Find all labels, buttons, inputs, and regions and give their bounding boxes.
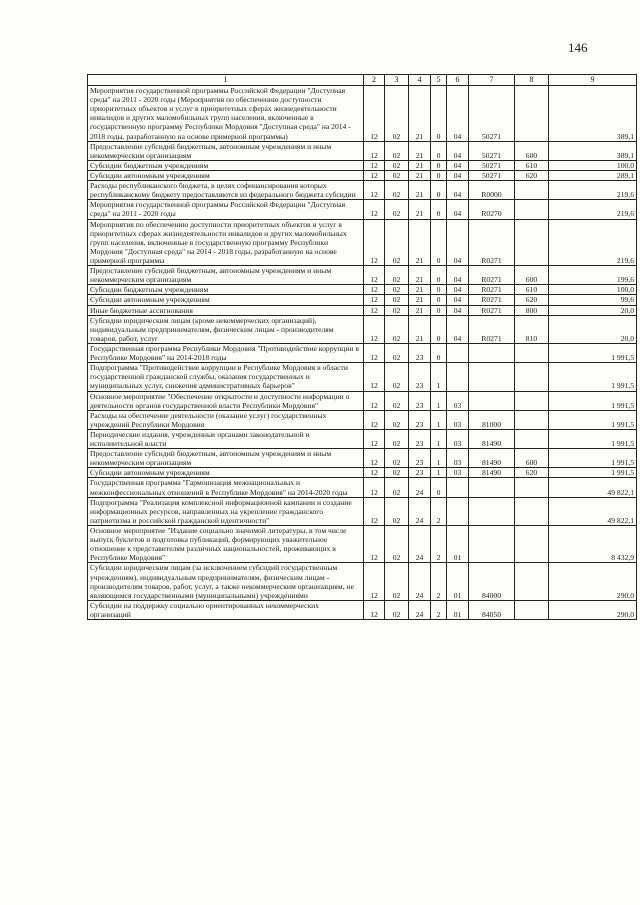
cell-code-event: 04 — [447, 315, 469, 343]
cell-code-program: 23 — [409, 429, 431, 448]
cell-code-expense-type — [515, 429, 549, 448]
cell-item-name: Субсидии юридическим лицам (за исключением субсидий государственным учреждениям), индивидуальным предпринимателям, физическим лицам - производителям товаров, работ, услуг, а также некоммерческим организациям, не являющимся государственными (муниципальными) учреждениями — [88, 563, 364, 600]
cell-amount: 1 991,5 — [549, 429, 637, 448]
cell-item-name: Субсидии автономным учреждениям — [88, 468, 364, 478]
table-row — [88, 391, 637, 410]
cell-code-event: 04 — [447, 160, 469, 170]
cell-code-expense-type: 600 — [515, 449, 549, 468]
cell-code-glava: 12 — [364, 295, 385, 305]
cell-item-name: Мероприятия государственной программы Российской Федерации "Доступная среда" на 2011 - 2020 годы — [88, 200, 364, 219]
cell-item-name: Подпрограмма "Противодействие коррупции в Республике Мордовия в области государственной гражданской службы, оказания государственных и муниципальных услуг, снижения административных барьеров" — [88, 363, 364, 391]
cell-code-program: 21 — [409, 266, 431, 285]
cell-code-subprogram: 1 — [431, 449, 447, 468]
header-cell: 7 — [469, 75, 515, 86]
cell-code-subprogram: 1 — [431, 363, 447, 391]
cell-code-subprogram: 2 — [431, 563, 447, 600]
cell-code-direction: R0271 — [469, 315, 515, 343]
cell-code-expense-type — [515, 563, 549, 600]
cell-item-name: Субсидии на поддержку социально ориентированных некоммерческих организаций — [88, 600, 364, 619]
cell-code-event — [447, 497, 469, 525]
cell-item-name: Предоставление субсидий бюджетным, автономным учреждениям и иным некоммерческим организациям — [88, 266, 364, 285]
cell-code-direction: R0271 — [469, 266, 515, 285]
cell-code-razdel: 02 — [385, 86, 409, 142]
cell-amount: 99,6 — [549, 295, 637, 305]
cell-code-direction: R0271 — [469, 285, 515, 295]
cell-item-name: Подпрограмма "Реализация комплексной информационной кампании и создание информационных ресурсов, направленных на укрепление гражданского патриотизма и российской гражданской идентичности" — [88, 497, 364, 525]
cell-code-razdel: 02 — [385, 295, 409, 305]
table-row — [88, 410, 637, 429]
cell-amount: 100,0 — [549, 285, 637, 295]
table-row — [88, 181, 637, 200]
cell-code-expense-type — [515, 391, 549, 410]
cell-amount: 389,1 — [549, 86, 637, 142]
cell-code-subprogram: 0 — [431, 141, 447, 160]
cell-code-expense-type — [515, 410, 549, 429]
cell-code-direction: 84050 — [469, 600, 515, 619]
cell-code-direction: 50271 — [469, 141, 515, 160]
cell-item-name: Периодические издания, учрежденные органами законодательной и исполнительной власти — [88, 429, 364, 448]
cell-item-name: Мероприятия по обеспечению доступности приоритетных объектов и услуг в приоритетных сферах жизнедеятельности инвалидов и других маломобильных групп населения, включенные в государственную программу Республики Мордовия "Доступная среда" на 2014 - 2018 годы, разработанную на основе примерной программы — [88, 219, 364, 266]
table-row — [88, 200, 637, 219]
cell-code-subprogram: 0 — [431, 170, 447, 180]
cell-amount: 219,6 — [549, 219, 637, 266]
cell-code-program: 21 — [409, 141, 431, 160]
cell-amount: 199,6 — [549, 266, 637, 285]
cell-code-event: 03 — [447, 449, 469, 468]
cell-code-razdel: 02 — [385, 141, 409, 160]
cell-code-expense-type: 620 — [515, 295, 549, 305]
table-row — [88, 315, 637, 343]
cell-code-direction: R0271 — [469, 295, 515, 305]
budget-table — [87, 74, 637, 620]
cell-code-program: 21 — [409, 285, 431, 295]
cell-code-glava: 12 — [364, 266, 385, 285]
table-row — [88, 468, 637, 478]
cell-code-program: 21 — [409, 295, 431, 305]
cell-code-glava: 12 — [364, 305, 385, 315]
table-row — [88, 285, 637, 295]
table-row — [88, 600, 637, 619]
cell-code-razdel: 02 — [385, 343, 409, 362]
cell-code-razdel: 02 — [385, 563, 409, 600]
cell-code-expense-type — [515, 343, 549, 362]
cell-code-event: 03 — [447, 429, 469, 448]
cell-code-expense-type: 600 — [515, 141, 549, 160]
cell-code-subprogram: 0 — [431, 266, 447, 285]
table-row — [88, 497, 637, 525]
cell-code-subprogram: 0 — [431, 181, 447, 200]
cell-item-name: Предоставление субсидий бюджетным, автономным учреждениям и иным некоммерческим организациям — [88, 449, 364, 468]
cell-code-event: 01 — [447, 526, 469, 563]
cell-code-razdel: 02 — [385, 363, 409, 391]
cell-code-program: 21 — [409, 86, 431, 142]
table-row — [88, 86, 637, 142]
cell-code-razdel: 02 — [385, 449, 409, 468]
cell-amount: 290,0 — [549, 600, 637, 619]
table-row — [88, 160, 637, 170]
table-row — [88, 449, 637, 468]
cell-code-razdel: 02 — [385, 429, 409, 448]
cell-code-event: 03 — [447, 410, 469, 429]
cell-code-program: 23 — [409, 343, 431, 362]
cell-item-name: Государственная программа Республики Мордовия "Противодействие коррупции в Республике Мордовия" на 2014-2018 годы — [88, 343, 364, 362]
header-cell: 9 — [549, 75, 637, 86]
cell-item-name: Субсидии бюджетным учреждениям — [88, 285, 364, 295]
cell-code-direction: 50271 — [469, 160, 515, 170]
cell-code-expense-type — [515, 526, 549, 563]
cell-code-direction — [469, 343, 515, 362]
table-row — [88, 363, 637, 391]
cell-code-event: 04 — [447, 295, 469, 305]
cell-code-glava: 12 — [364, 343, 385, 362]
cell-code-subprogram: 1 — [431, 391, 447, 410]
cell-amount: 49 822,1 — [549, 497, 637, 525]
cell-code-expense-type — [515, 200, 549, 219]
cell-code-event: 01 — [447, 600, 469, 619]
header-cell: 5 — [431, 75, 447, 86]
cell-item-name: Субсидии автономным учреждениям — [88, 170, 364, 180]
cell-code-direction: R0271 — [469, 305, 515, 315]
cell-code-event: 04 — [447, 219, 469, 266]
cell-item-name: Мероприятия государственной программы Российской Федерации "Доступная среда" на 2011 - 2020 годы (Мероприятия по обеспечению доступности приоритетных объектов и услуг в приоритетных сферах жизнедеятельности инвалидов и других маломобильных групп населения, включенные в государственную программу Республики Мордовия "Доступная среда" на 2014 - 2018 годы, разработанную на основе примерной программы) — [88, 86, 364, 142]
cell-code-direction: 81490 — [469, 468, 515, 478]
cell-code-glava: 12 — [364, 563, 385, 600]
cell-code-glava: 12 — [364, 86, 385, 142]
cell-amount: 219,6 — [549, 181, 637, 200]
table-row — [88, 478, 637, 497]
cell-item-name: Основное мероприятие "Обеспечение открытости и доступности информации о деятельности органов государственной власти Республики Мордовия" — [88, 391, 364, 410]
cell-code-glava: 12 — [364, 160, 385, 170]
cell-code-program: 23 — [409, 468, 431, 478]
table-row — [88, 305, 637, 315]
cell-code-expense-type: 610 — [515, 285, 549, 295]
cell-code-glava: 12 — [364, 449, 385, 468]
cell-code-expense-type: 810 — [515, 315, 549, 343]
cell-code-razdel: 02 — [385, 266, 409, 285]
cell-code-glava: 12 — [364, 363, 385, 391]
cell-code-event: 04 — [447, 285, 469, 295]
cell-item-name: Предоставление субсидий бюджетным, автономным учреждениям и иным некоммерческим организациям — [88, 141, 364, 160]
cell-code-event: 04 — [447, 305, 469, 315]
cell-code-razdel: 02 — [385, 410, 409, 429]
cell-amount: 219,6 — [549, 200, 637, 219]
cell-code-subprogram: 0 — [431, 160, 447, 170]
cell-code-program: 23 — [409, 391, 431, 410]
cell-code-subprogram: 0 — [431, 219, 447, 266]
cell-code-direction — [469, 526, 515, 563]
cell-code-glava: 12 — [364, 600, 385, 619]
cell-code-direction: R0270 — [469, 200, 515, 219]
cell-code-glava: 12 — [364, 410, 385, 429]
cell-code-glava: 12 — [364, 391, 385, 410]
cell-code-direction — [469, 497, 515, 525]
cell-code-expense-type — [515, 181, 549, 200]
cell-code-razdel: 02 — [385, 315, 409, 343]
cell-code-direction: 81000 — [469, 410, 515, 429]
cell-item-name: Субсидии автономным учреждениям — [88, 295, 364, 305]
cell-code-direction: 81490 — [469, 449, 515, 468]
cell-code-glava: 12 — [364, 285, 385, 295]
cell-amount: 20,0 — [549, 315, 637, 343]
cell-code-program: 21 — [409, 315, 431, 343]
cell-code-razdel: 02 — [385, 497, 409, 525]
cell-code-razdel: 02 — [385, 600, 409, 619]
cell-item-name: Расходы на обеспечение деятельности (оказание услуг) государственных учреждений Республики Мордовия — [88, 410, 364, 429]
header-cell: 6 — [447, 75, 469, 86]
cell-code-razdel: 02 — [385, 170, 409, 180]
table-row — [88, 295, 637, 305]
table-row — [88, 266, 637, 285]
cell-code-event — [447, 343, 469, 362]
cell-code-program: 24 — [409, 497, 431, 525]
cell-code-direction: 81490 — [469, 429, 515, 448]
cell-code-event: 04 — [447, 266, 469, 285]
page-number: 146 — [568, 40, 588, 55]
cell-code-expense-type — [515, 219, 549, 266]
cell-code-program: 24 — [409, 563, 431, 600]
cell-code-expense-type: 620 — [515, 170, 549, 180]
cell-code-event: 03 — [447, 468, 469, 478]
cell-item-name: Основное мероприятие "Издание социально значимой литературы, в том числе выпуск буклетов и подготовка публикаций, формирующих уважительное отношение к представителям различных национальностей, проживающих в Республике Мордовия" — [88, 526, 364, 563]
cell-code-direction: R0271 — [469, 219, 515, 266]
table-row — [88, 141, 637, 160]
cell-amount: 290,0 — [549, 563, 637, 600]
cell-code-glava: 12 — [364, 429, 385, 448]
cell-code-subprogram: 1 — [431, 468, 447, 478]
cell-code-subprogram: 1 — [431, 429, 447, 448]
cell-code-event: 01 — [447, 563, 469, 600]
cell-code-program: 24 — [409, 600, 431, 619]
cell-item-name: Субсидии бюджетным учреждениям — [88, 160, 364, 170]
cell-code-razdel: 02 — [385, 285, 409, 295]
cell-code-subprogram: 0 — [431, 295, 447, 305]
table-row — [88, 563, 637, 600]
cell-amount: 49 822,1 — [549, 478, 637, 497]
cell-amount: 20,0 — [549, 305, 637, 315]
cell-code-subprogram: 1 — [431, 410, 447, 429]
cell-amount: 289,1 — [549, 170, 637, 180]
header-cell: 1 — [88, 75, 364, 86]
cell-code-subprogram: 0 — [431, 343, 447, 362]
header-cell: 3 — [385, 75, 409, 86]
cell-code-subprogram: 0 — [431, 285, 447, 295]
cell-amount: 389,1 — [549, 141, 637, 160]
cell-amount: 1 991,5 — [549, 391, 637, 410]
cell-code-razdel: 02 — [385, 181, 409, 200]
cell-code-event: 03 — [447, 391, 469, 410]
cell-item-name: Расходы республиканского бюджета, в целях софинансирования которых республиканскому бюджету предоставляются из федерального бюджета субсидии — [88, 181, 364, 200]
cell-code-subprogram: 0 — [431, 86, 447, 142]
cell-code-event: 04 — [447, 181, 469, 200]
cell-code-expense-type — [515, 478, 549, 497]
table-row — [88, 429, 637, 448]
cell-amount: 1 991,5 — [549, 363, 637, 391]
cell-code-expense-type: 600 — [515, 266, 549, 285]
cell-code-expense-type: 610 — [515, 160, 549, 170]
cell-code-glava: 12 — [364, 219, 385, 266]
cell-code-glava: 12 — [364, 181, 385, 200]
cell-code-glava: 12 — [364, 468, 385, 478]
cell-code-razdel: 02 — [385, 219, 409, 266]
table-row — [88, 343, 637, 362]
table-row — [88, 170, 637, 180]
cell-code-program: 24 — [409, 478, 431, 497]
cell-code-razdel: 02 — [385, 526, 409, 563]
cell-code-direction: 50271 — [469, 86, 515, 142]
cell-item-name: Иные бюджетные ассигнования — [88, 305, 364, 315]
cell-code-glava: 12 — [364, 526, 385, 563]
table-header-row — [88, 75, 637, 86]
cell-code-program: 24 — [409, 526, 431, 563]
cell-code-direction — [469, 478, 515, 497]
cell-code-program: 21 — [409, 219, 431, 266]
cell-code-event: 04 — [447, 200, 469, 219]
cell-code-subprogram: 0 — [431, 315, 447, 343]
header-cell: 8 — [515, 75, 549, 86]
cell-code-razdel: 02 — [385, 200, 409, 219]
table-row — [88, 219, 637, 266]
cell-amount: 1 991,5 — [549, 343, 637, 362]
cell-code-subprogram: 2 — [431, 526, 447, 563]
cell-code-razdel: 02 — [385, 391, 409, 410]
cell-code-glava: 12 — [364, 315, 385, 343]
cell-item-name: Государственная программа "Гармонизация межнациональных и межконфессиональных отношений в Республике Мордовия" на 2014-2020 годы — [88, 478, 364, 497]
cell-amount: 1 991,5 — [549, 449, 637, 468]
cell-amount: 100,0 — [549, 160, 637, 170]
cell-amount: 1 991,5 — [549, 410, 637, 429]
cell-code-expense-type — [515, 600, 549, 619]
cell-code-event — [447, 478, 469, 497]
cell-code-program: 21 — [409, 200, 431, 219]
cell-code-subprogram: 0 — [431, 478, 447, 497]
cell-code-program: 21 — [409, 181, 431, 200]
cell-code-event: 04 — [447, 141, 469, 160]
cell-code-program: 21 — [409, 170, 431, 180]
cell-code-razdel: 02 — [385, 468, 409, 478]
cell-code-subprogram: 2 — [431, 600, 447, 619]
header-cell: 2 — [364, 75, 385, 86]
cell-code-program: 23 — [409, 410, 431, 429]
cell-code-expense-type: 620 — [515, 468, 549, 478]
cell-code-razdel: 02 — [385, 478, 409, 497]
cell-code-program: 21 — [409, 160, 431, 170]
cell-code-direction — [469, 363, 515, 391]
cell-code-glava: 12 — [364, 200, 385, 219]
cell-code-glava: 12 — [364, 170, 385, 180]
cell-amount: 1 991,5 — [549, 468, 637, 478]
cell-code-program: 23 — [409, 449, 431, 468]
cell-code-program: 23 — [409, 363, 431, 391]
cell-code-expense-type — [515, 363, 549, 391]
table-row — [88, 526, 637, 563]
cell-code-program: 21 — [409, 305, 431, 315]
cell-code-event: 04 — [447, 170, 469, 180]
cell-code-event: 04 — [447, 86, 469, 142]
cell-code-direction: 84000 — [469, 563, 515, 600]
cell-code-subprogram: 0 — [431, 305, 447, 315]
cell-code-glava: 12 — [364, 478, 385, 497]
cell-code-direction — [469, 391, 515, 410]
cell-code-direction: R0000 — [469, 181, 515, 200]
cell-item-name: Субсидии юридическим лицам (кроме некоммерческих организаций), индивидуальным предпринимателям, физическим лицам - производителям товаров, работ, услуг — [88, 315, 364, 343]
cell-code-subprogram: 2 — [431, 497, 447, 525]
header-cell: 4 — [409, 75, 431, 86]
cell-code-direction: 50271 — [469, 170, 515, 180]
cell-code-expense-type — [515, 497, 549, 525]
cell-code-subprogram: 0 — [431, 200, 447, 219]
cell-code-expense-type — [515, 86, 549, 142]
cell-code-expense-type: 800 — [515, 305, 549, 315]
cell-code-event — [447, 363, 469, 391]
cell-code-razdel: 02 — [385, 305, 409, 315]
cell-amount: 8 432,9 — [549, 526, 637, 563]
cell-code-glava: 12 — [364, 141, 385, 160]
cell-code-razdel: 02 — [385, 160, 409, 170]
cell-code-glava: 12 — [364, 497, 385, 525]
